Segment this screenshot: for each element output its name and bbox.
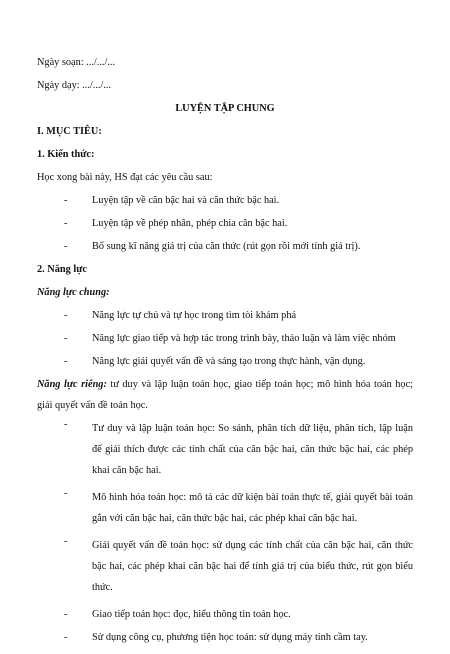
knowledge-intro: Học xong bài này, HS đạt các yêu cầu sau: [37,172,213,183]
list-item-text: Sử dụng công cụ, phương tiện học toán: sử dụng máy tính cầm tay. [92,632,368,643]
list-item [37,535,413,598]
dash-bullet: - [64,356,68,367]
list-item-text: Năng lực giải quyết vấn đề và sáng tạo trong thực hành, vận dụng. [92,356,366,367]
list-item-text: Bổ sung kĩ năng giá trị của căn thức (rút gọn rồi mới tính giá trị). [92,241,361,252]
list-item [37,355,413,368]
specific-competency-paragraph [37,374,413,416]
list-item [37,240,413,253]
list-item-text: Giao tiếp toán học: đọc, hiểu thông tin toán học. [92,609,291,620]
general-competency-list [37,309,413,368]
section-objectives-heading: I. MỤC TIÊU: [37,126,102,137]
list-item-text: Giải quyết vấn đề toán học: sử dụng các tính chất của căn bậc hai, căn thức bậc hai, các phép khai căn bậc hai để tính giá trị của biểu thức, rút gọn biểu thức. [92,540,413,593]
list-item [37,631,413,644]
list-item-text: Luyện tập về căn bậc hai và căn thức bậc hai. [92,195,280,206]
knowledge-heading: 1. Kiến thức: [37,149,95,160]
list-item [37,194,413,207]
list-item [37,487,413,529]
date-prepared: Ngày soạn: .../.../... [37,57,116,68]
dash-bullet: - [64,241,68,252]
list-item [37,309,413,322]
date-taught: Ngày dạy: .../.../... [37,80,112,91]
dash-bullet: - [64,218,68,229]
dash-bullet: - [64,609,68,620]
list-item [37,217,413,230]
dash-bullet: - [64,419,68,430]
dash-bullet: - [64,310,68,321]
list-item [37,418,413,481]
specific-competency-text: tư duy và lập luận toán học, giao tiếp toán học; mô hình hóa toán học; giải quyết vấn đề toán học. [37,379,414,411]
knowledge-list [37,194,413,253]
specific-competency-label: Năng lực riêng: [37,379,107,390]
dash-bullet: - [64,536,68,547]
list-item-text: Mô hình hóa toán học: mô tả các dữ kiện bài toán thực tế, giải quyết bài toán gắn với căn bậc hai, căn thức bậc hai, các phép khai căn bậc hai. [92,492,413,524]
list-item [37,332,413,345]
specific-competency-list [37,418,413,644]
dash-bullet: - [64,488,68,499]
dash-bullet: - [64,195,68,206]
lesson-title: LUYỆN TẬP CHUNG [175,103,275,114]
list-item-text: Năng lực giao tiếp và hợp tác trong trình bày, thảo luận và làm việc nhóm [92,333,396,344]
list-item-text: Năng lực tự chủ và tự học trong tìm tòi khám phá [92,310,297,321]
list-item-text: Tư duy và lập luận toán học: So sánh, phân tích dữ liệu, phân tích, lập luận để giải thích được các tính chất của căn bậc hai, căn thức bậc hai, các phép khai căn bậc hai. [92,423,413,476]
dash-bullet: - [64,333,68,344]
list-item [37,608,413,621]
general-competency-heading: Năng lực chung: [37,287,110,298]
competency-heading: 2. Năng lực [37,264,87,275]
list-item-text: Luyện tập về phép nhân, phép chia căn bậc hai. [92,218,288,229]
document-content [37,56,413,654]
dash-bullet: - [64,632,68,643]
